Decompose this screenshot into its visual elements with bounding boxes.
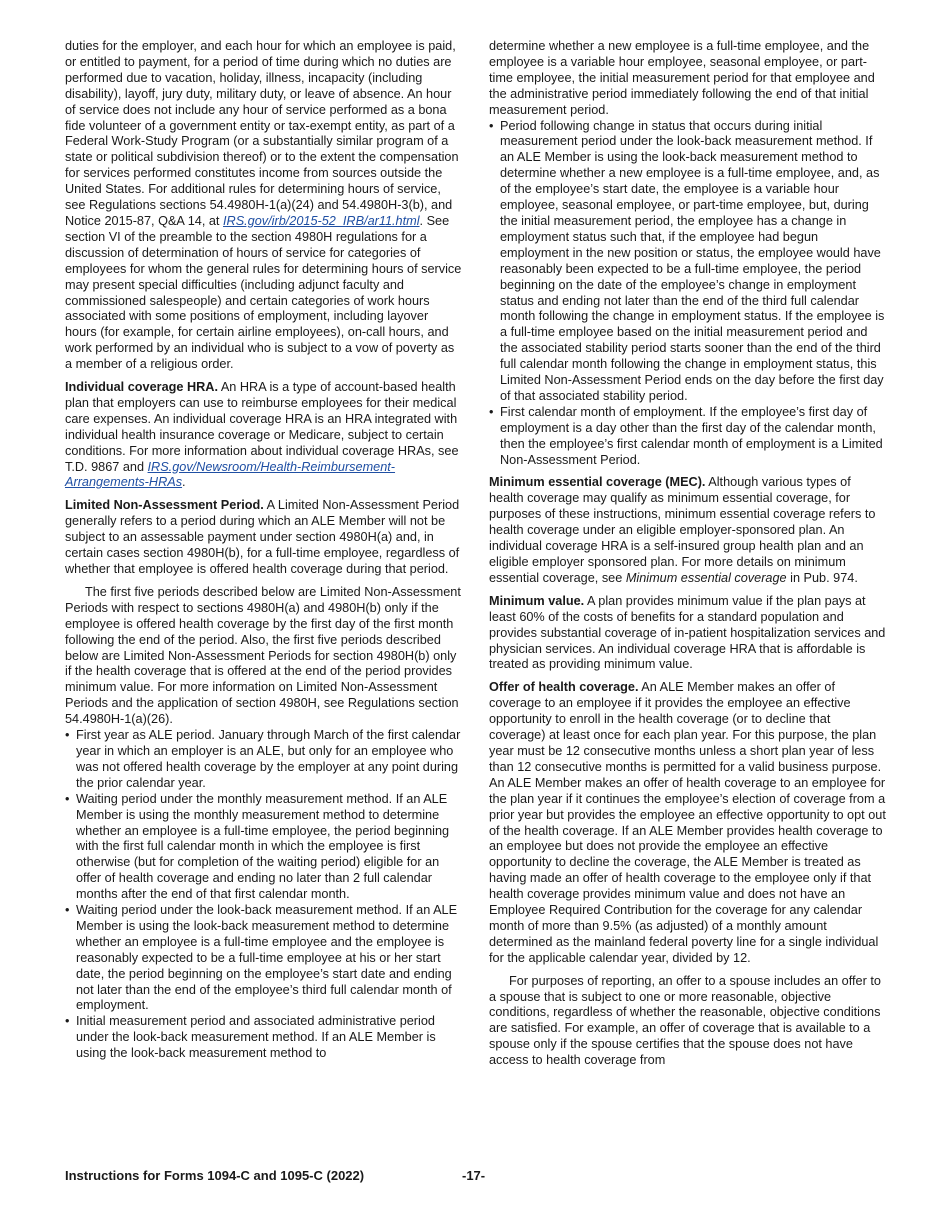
right-column: [489, 39, 886, 1076]
minimum-value-heading: Minimum value.: [489, 593, 585, 608]
offer-of-coverage-paragraph: Offer of health coverage. An ALE Member makes an offer of coverage to an employee if it provides the employee an effective opportunity to enroll in the health coverage (or to decline that coverage) at least once for each plan year. For this purpose, the plan year must be 12 consecutive months unless a short plan year of less than 12 consecutive months is permitted for a valid business purpose. An ALE Member makes an offer of health coverage to an employee for the plan year if it continues the employee’s election of coverage from a prior year but provides the employee an effective opportunity to opt out of the health coverage. If an ALE Member provides health coverage to an employee but does not provide the employee an effective opportunity to decline the coverage, the ALE Member is treated as having made an offer of health coverage to the employee only if that health coverage provides minimum value and does not have an Employee Required Contribution for the coverage for any calendar month of more than 9.5% (as adjusted) of a monthly amount determined as the mainland federal poverty line for a single individual for the applicable calendar year, divided by 12.: [489, 680, 886, 965]
list-item: • First calendar month of employment. If the employee’s first day of employment is a day other than the first day of the calendar month, then the employee’s first calendar month of employment is a Limited Non-Assessment Period.: [489, 404, 883, 467]
spouse-offer-paragraph: For purposes of reporting, an offer to a spouse includes an offer to a spouse that is subject to one or more reasonable, objective conditions, regardless of whether the reasonable, objective conditions are satisfied. For example, an offer of coverage that is available to a spouse only if the spouse certifies that the spouse does not have access to health coverage from: [489, 973, 881, 1068]
list-item: • Waiting period under the look-back measurement method. If an ALE Member is using the look-back measurement method to determine whether an employee is a full-time employee and the employee is reasonably expected to be a full-time employee at his or her start date, the period beginning on the employee’s start date and ending not later than the end of the employee’s third full calendar month of employment.: [65, 903, 458, 1013]
initial-measurement-continued: determine whether a new employee is a full-time employee, and the employee is a variable hour employee, seasonal employee, or part-time employee, the initial measurement period for that employee and the administrative period immediately following the end of that initial measurement period.: [489, 39, 875, 117]
hours-of-service-paragraph: duties for the employer, and each hour for which an employee is paid, or entitled to payment, for a period of time during which no duties are performed due to vacation, holiday, illness, incapacity (including disability), layoff, jury duty, military duty, or leave of absence. An hour of service does not include any hour of service performed as a bona fide volunteer of a government entity or tax-exempt entity, as part of a Federal Work-Study Program (or a substantially similar program of a state or political subdivision thereof) or to the extent the compensation for services performed constitutes income from sources outside the United States. For additional rules for determining hours of service, see Regulations sections 54.4980H-1(a)(24) and 54.4980H-3(b), and Notice 2015-87, Q&A 14, at IRS.gov/irb/2015-52_IRB/ar11.html. See section VI of the preamble to the section 4980H regulations for a discussion of determination of hours of service for categories of employees for whom the general rules for determining hours of service may present special difficulties (including adjunct faculty and commissioned salespeople) and certain categories of work hours associated with some positions of employment, including layover hours (for example, for certain airline employees), on-call hours, and work performed by an individual who is subject to a vow of poverty as a member of a religious order.: [65, 39, 462, 372]
bullet-icon: •: [65, 791, 70, 806]
limited-non-assessment-heading: Limited Non-Assessment Period.: [65, 498, 264, 513]
list-item: • First year as ALE period. January through March of the first calendar year in which an employer is an ALE, but only for an employee who was not offered health coverage by the employer at any point during the prior calendar year.: [65, 728, 461, 790]
left-column: [65, 39, 462, 1062]
individual-coverage-hra-paragraph: Individual coverage HRA. An HRA is a type of account-based health plan that employers can use to reimburse employees for their medical care expenses. An individual coverage HRA is an HRA integrated with individual health insurance coverage or Medicare, subject to certain conditions. For more information about individual coverage HRAs, see T.D. 9867 and IRS.gov/Newsroom/Health-Reimbursement-Arrangements-HRAs.: [65, 380, 459, 490]
footer-title: Instructions for Forms 1094-C and 1095-C (2022): [65, 1168, 365, 1183]
bullet-icon: •: [489, 404, 494, 419]
minimum-value-paragraph: Minimum value. A plan provides minimum value if the plan pays at least 60% of the costs of benefits for a standard population and provides substantial coverage of in-patient hospitalization services and physician services. An individual coverage HRA that is affordable is treated as providing minimum value.: [489, 593, 886, 672]
mec-paragraph: Minimum essential coverage (MEC). Although various types of health coverage may qualify as minimum essential coverage, for purposes of these instructions, minimum essential coverage refers to health coverage under an eligible employer-sponsored plan. An individual coverage HRA is a self-insured group health plan and an eligible employer sponsored plan. For more details on minimum essential coverage, see Minimum essential coverage in Pub. 974.: [489, 475, 876, 585]
mec-pub-reference: Minimum essential coverage: [625, 570, 787, 585]
bullet-icon: •: [65, 1014, 70, 1029]
bullet-icon: •: [65, 903, 70, 918]
list-item: • Initial measurement period and associated administrative period under the look-back measurement method. If an ALE Member is using the look-back measurement method to: [65, 1014, 436, 1061]
offer-of-coverage-heading: Offer of health coverage.: [489, 680, 639, 695]
hra-newsroom-link[interactable]: IRS.gov/Newsroom/Health-Reimbursement-Arrangements-HRAs: [65, 459, 396, 490]
page-number: -17-: [462, 1168, 486, 1183]
bullet-icon: •: [489, 118, 494, 133]
limited-non-assessment-paragraph: Limited Non-Assessment Period. A Limited Non-Assessment Period generally refers to a period during which an ALE Member will not be subject to an assessable payment under section 4980H(a) and, in certain cases section 4980H(b), for a full-time employee, regardless of whether that employee is offered health coverage during that period.: [65, 498, 460, 576]
individual-coverage-hra-heading: Individual coverage HRA.: [65, 380, 218, 395]
list-item: • Period following change in status that occurs during initial measurement period under the look-back measurement method. If an ALE Member is using the look-back measurement method to determine whether a new employee is a full-time employee, and, as of the employee’s start date, the employee is a variable hour employee, seasonal employee, or part-time employee, but, during the initial measurement period, the employee has a change in employment status such that, if the employee had begun employment in the new position or status, the employee would have reasonably been expected to be a full-time employee, the period beginning on the date of the employee’s change in employment status and ending not later than the end of the third full calendar month following the change in employment status. If the employee is a full-time employee based on the initial measurement period and the associated stability period starts sooner than the end of the third full calendar month following the change in employment status, this Limited Non-Assessment Period ends on the day before the first day of that associated stability period.: [489, 118, 885, 403]
first-five-periods-paragraph: The first five periods described below are Limited Non-Assessment Periods with respect to sections 4980H(a) and 4980H(b) only if the employee is offered health coverage by the first day of the first month following the end of the period. Also, the first five periods described below are Limited Non-Assessment Periods for section 4980H(b) only if the health coverage that is offered at the end of the period provides minimum value. For more information on Limited Non-Assessment Periods and the application of section 4980H, see Regulations section 54.4980H-1(a)(26).: [65, 584, 461, 727]
bullet-icon: •: [65, 728, 70, 743]
list-item: • Waiting period under the monthly measurement method. If an ALE Member is using the monthly measurement method to determine whether an employee is a full-time employee, the period beginning with the first full calendar month in which the employee is first otherwise (but for completion of the waiting period) eligible for an offer of health coverage and ending no later than 2 full calendar months after the end of that first calendar month.: [65, 791, 450, 902]
irb-2015-52-link[interactable]: IRS.gov/irb/2015-52_IRB/ar11.html: [223, 213, 420, 228]
mec-heading: Minimum essential coverage (MEC).: [489, 475, 706, 490]
